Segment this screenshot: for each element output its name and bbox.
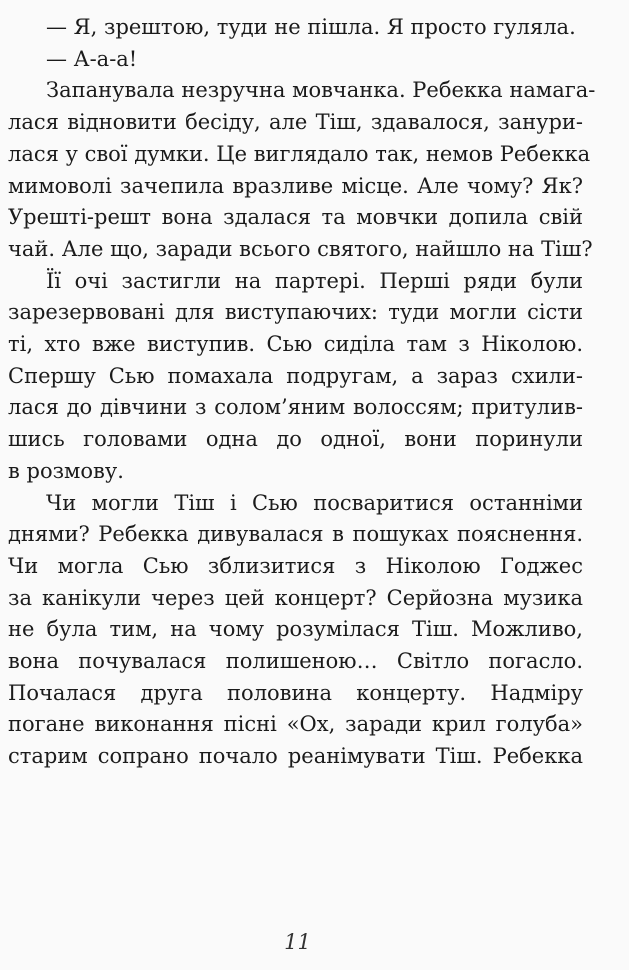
text-line: шись головами одна до одної, вони поринули bbox=[8, 427, 583, 452]
page-number: 11 bbox=[284, 930, 311, 954]
text-line: Запанувала незручна мовчанка. Ребекка намага- bbox=[46, 78, 596, 103]
body-text bbox=[8, 12, 596, 773]
paragraph bbox=[8, 266, 583, 488]
paragraph bbox=[8, 12, 583, 44]
text-line: лася відновити бесіду, але Тіш, здавалося, зануpи- bbox=[8, 110, 583, 135]
text-line: погане виконання пісні «Ох, заради крил голуба» bbox=[8, 712, 583, 737]
text-line: зарезервовані для виступаючих: туди могли сісти bbox=[8, 300, 583, 325]
text-line: Чи могли Тіш і Сью посваритися останніми bbox=[46, 490, 583, 515]
text-line: днями? Ребекка дивувалася в пошуках пояснення. bbox=[8, 522, 583, 547]
text-line: — Я, зрештою, туди не пішла. Я просто гуляла. bbox=[46, 15, 576, 39]
text-line: Її очі застигли на партері. Перші ряди були bbox=[46, 268, 583, 293]
paragraph bbox=[8, 44, 583, 76]
text-line: лася до дівчини з солом’яним волоссям; притулив- bbox=[8, 395, 583, 420]
paragraph bbox=[8, 75, 596, 265]
text-line: вона почувалася полишеною… Світло погасло. bbox=[8, 649, 583, 674]
text-line: Почалася друга половина концерту. Надміру bbox=[8, 680, 583, 705]
text-line: за канікули через цей концерт? Серйозна музика bbox=[8, 585, 583, 610]
text-line: Урешті-решт вона здалася та мовчки допила свій bbox=[8, 205, 583, 230]
text-line: не була тим, на чому розумілася Тіш. Можливо, bbox=[8, 617, 583, 642]
text-line: чай. Але що, заради всього святого, найшло на Тіш? bbox=[8, 236, 593, 261]
text-line: мимоволі зачепила вразливе місце. Але чому? Як? bbox=[8, 173, 583, 198]
text-line: Спершу Сью помахала подругам, а зараз схили- bbox=[8, 363, 583, 388]
paragraph bbox=[8, 488, 583, 773]
text-line: — А-а-а! bbox=[46, 46, 138, 71]
text-line: лася у свої думки. Це виглядало так, немов Ребекка bbox=[8, 141, 591, 166]
text-line: старим сопрано почало реанімувати Тіш. Ребекка bbox=[8, 744, 583, 769]
text-line: ті, хто вже виступив. Сью сиділа там з Ніколою. bbox=[8, 332, 583, 357]
text-line: Чи могла Сью зблизитися з Ніколою Годжес bbox=[8, 553, 583, 578]
text-line: в розмову. bbox=[8, 458, 124, 483]
